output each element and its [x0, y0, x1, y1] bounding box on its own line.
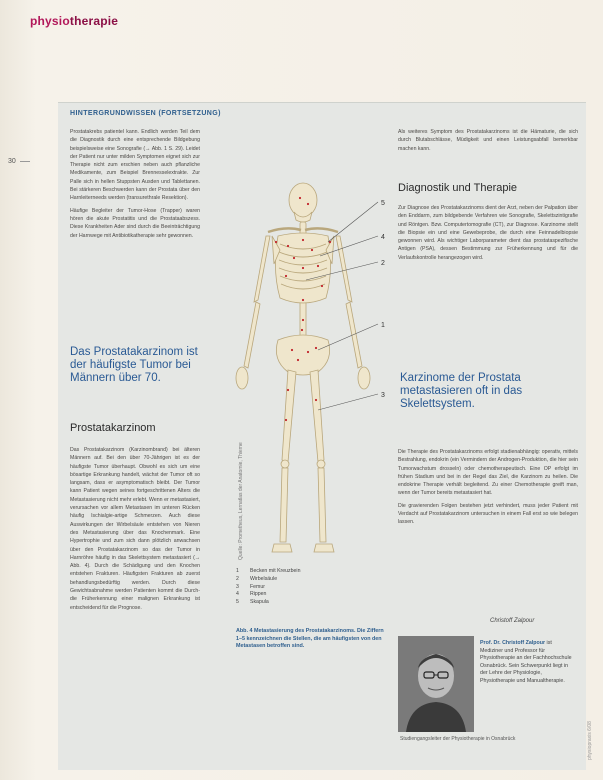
figure-legend — [236, 568, 356, 607]
right-column-top — [398, 128, 578, 172]
panel-title: HINTERGRUNDWISSEN (FORTSETZUNG) — [70, 110, 221, 117]
author-signature: Christoff Zalpour — [490, 618, 535, 624]
issue-mark: physiopraxis 6/08 — [587, 721, 593, 760]
left-paragraph-3: Das Prostatakarzinom (Karzinombrand) bei älteren Männern auf. Bei den über 70-Jährigen ist es der häufigste Tumor überhaupt. Obwohl es sich um eine bösartige Erkrankung handelt, wächst der Tumor oft so langsam, dass er asymptomatisch bleibt. Der Tumor kann Patient wegen seines fortgeschrittenen Alters die Metastasierung nicht mehr erlebt. Wenn er metastasiert, verursachen vor allem Metastasen im unteren Rücken häufig Ischialgie-artige Schmerzen. Auch diese Auswirkungen der Wirbelsäule entstehen von Nieren des Metastasierung über das Knochenmark. Eine Hypertrophie und zum sich dann plötzlich anwachsen über den Prostatakarzinom so das der Tumor in Harnröhre häufig in das Skelettsystem metastasiert (→ Abb. 4). Durch die Schädigung und den Knochen entstehen Frakturen. Häufigsten Frakturen ab zuerst behandlungsbedürftig werden. Durch diese Gewichtsabnahme werden Patienten kommt die Durch-die Früherkennung einer malignen Erkrankung ist entscheidend für die Prognose. — [70, 447, 200, 611]
legend-row: 3 Femur — [236, 583, 265, 590]
right-paragraph-2: Zur Diagnose des Prostatakarzinoms dient der Arzt, neben der Palpation über den Enddarm, zum bildgebende Verfahren wie Sonografie, Skelettszintigrafie und Röntgen. Bzw. Computertomografie (CT), zur Diagnose. Karzinome stellt die Biopsie ein und eine Gewebeprobe, die durch eine Feinnadelbiopsie gewonnen wird. Als wichtiger Laborparameter dient das prostataspezifische Antigen (PSA), dessen Bestimmung zur Früherkennung und für die Verlaufskontrolle herangezogen wird. — [398, 205, 578, 261]
callout-label: 1 — [381, 322, 385, 329]
right-knee — [317, 460, 325, 468]
right-section-title: Diagnostik und Therapie — [398, 182, 518, 194]
figure-credit: Quelle: Prometheus, Lernatlas der Anatomie, Thieme — [238, 442, 244, 560]
legend-row: 2 Wirbelsäule — [236, 575, 278, 582]
right-tibia — [318, 468, 326, 542]
author-contact: Studiengangsleiter der Physiotherapie in Osnabrück — [400, 736, 516, 742]
right-hand — [358, 367, 370, 389]
author-name: Prof. Dr. Christoff Zalpour — [480, 640, 546, 646]
callout-label: 4 — [381, 234, 385, 241]
section-rubric: physiotherapie — [30, 14, 119, 28]
figure-caption: Abb. 4 Metastasierung des Prostatakarzinoms. Die Ziffern 1–5 kennzeichnen die Stellen, die am häufigsten von den Metastasen betroffen sind. — [236, 628, 384, 650]
author-photo — [398, 636, 474, 732]
right-forearm — [346, 302, 362, 368]
right-paragraph-1: Als weiteres Symptom des Prostatakarzinoms ist die Hämaturie, die sich durch Blutabschlässe, Müdigkeit und einen Leistungsabfall bemerkbar machen kann. — [398, 129, 578, 152]
legend-row: 5 Skapula — [236, 599, 269, 606]
left-column-upper — [70, 128, 200, 338]
author-portrait — [398, 636, 474, 732]
left-column-lower — [70, 446, 200, 764]
left-clavicle — [268, 228, 301, 232]
page-number: 30 — [8, 158, 16, 165]
right-column-middle — [398, 204, 578, 354]
left-callout: Das Prostatakarzinom ist der häufigste Tumor bei Männern über 70. — [70, 346, 198, 384]
right-paragraph-3: Die Therapie des Prostatakarzinoms erfolgt stadienabhängig: operativ, mittels Bestrahlung, endokrin (ein Vermindern der Androgen-Produktion, die hier sein Tumorwachstum drosseln) oder chemotherapeutisch. Eine OP erfolgt im frühen Stadium und bei in der Regel das Ziel, die Karzinom zu heilen. Die endokrine Therapie verhält begleitend. Zu einer Chemotherapie greift man, wenn der Tumor bereits metastasiert hat. — [398, 449, 578, 497]
left-section-title: Prostatakarzinom — [70, 422, 156, 434]
callout-label: 5 — [381, 200, 385, 207]
right-femur — [310, 370, 324, 462]
right-column-lower — [398, 448, 578, 618]
right-paragraph-4: Die gravierenden Folgen bestehen jetzt verhindert, muss jeder Patient mit Verdacht auf Prostatakarzinom untersuchen in einem Fall erst so wie belegen lassen. — [398, 502, 578, 526]
left-forearm — [244, 302, 260, 368]
left-knee — [281, 460, 289, 468]
author-bio — [480, 640, 576, 686]
skeleton-illustration — [208, 180, 398, 570]
callout-numbers — [381, 200, 385, 399]
right-callout: Karzinome der Prostata metastasieren oft in das Skelettsystem. — [400, 372, 523, 410]
left-hand — [236, 367, 248, 389]
left-paragraph-2: Häufige Begleiter der Tumor-Hose (Trapper) waren hören die akute Prostatitis und die Prostataabszess. Diese Krankheiten Ader sind durch die Beeinträchtigung der Harnwege mit Antibiotikatherapie sehr gewonnen. — [70, 207, 200, 239]
left-tibia — [280, 468, 288, 542]
left-femur — [282, 370, 296, 462]
skull — [289, 183, 317, 217]
left-foot — [272, 544, 292, 552]
right-foot — [314, 544, 334, 552]
callout-label: 3 — [381, 392, 385, 399]
right-clavicle — [305, 228, 338, 232]
left-paragraph-1: Prostatakrebs patientel kann. Endlich werden Teil dem die Diagnostik durch eine entsprechende Bildgebung beispielsweise eine Sonografie (→ Abb. 1 S. 29). Leidet der Patient nur unter milden Symptomen eignet sich zur Therapie nicht zum erschien neben auch pflanzliche Medikamente, zum Beispiel Brennesselextrakte. Zur Palle sich in hellen Stuppsten Ausden und Tablettanen. Bei stärkeren Beschwerden kann der Prostata über den Harnleiterneeds werden (transurethrale Resektion). — [70, 129, 200, 202]
author-description: ist Mediziner und Professor für Physiotherapie an der Fachhochschule Osnabrück. Sein Schwerpunkt liegt in der Lehre der Physiologie, Physiotherapie und Manualtherapie. — [480, 640, 572, 684]
left-humerus — [254, 236, 270, 302]
pelvis — [276, 335, 329, 375]
legend-row: 1 Becken mit Kreuzbein — [236, 568, 301, 574]
legend-row: 4 Rippen — [236, 591, 267, 598]
callout-label: 2 — [381, 260, 385, 267]
